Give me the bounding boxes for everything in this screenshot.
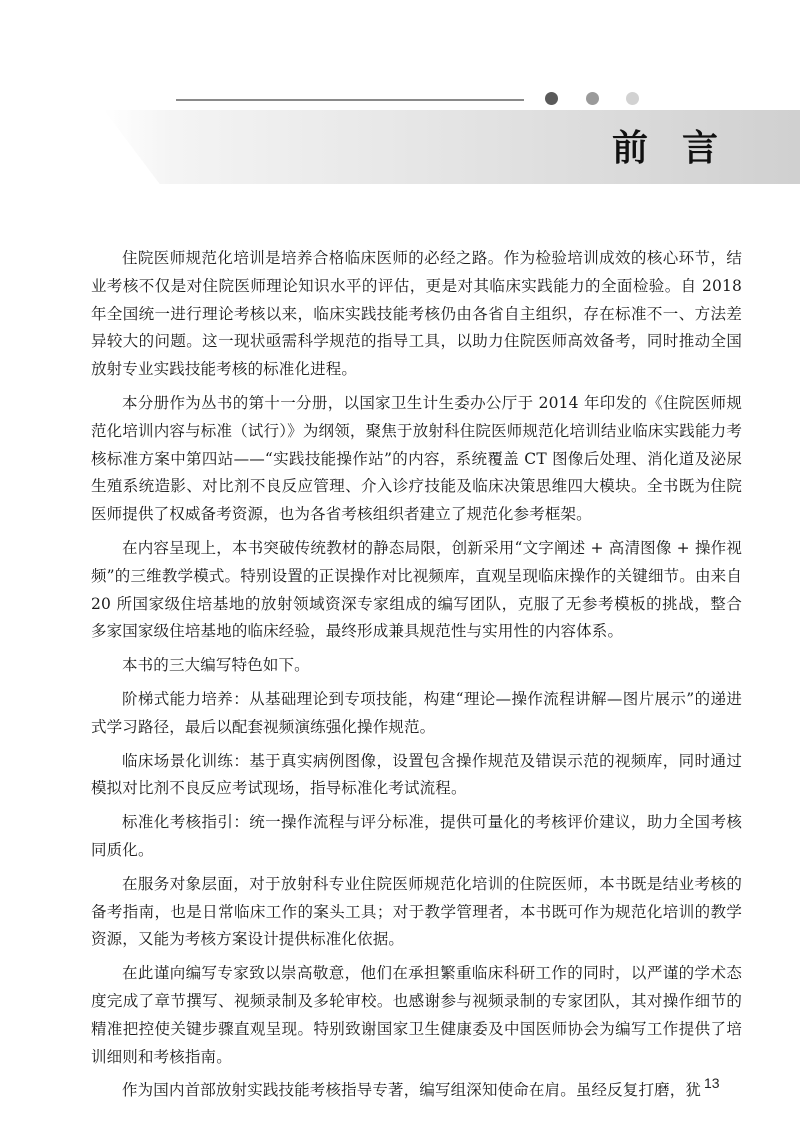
paragraph: 临床场景化训练：基于真实病例图像，设置包含操作规范及错误示范的视频库，同时通过模拟对比剂不良反应考试现场，指导标准化考试流程。 (91, 751, 742, 798)
paragraph: 在内容呈现上，本书突破传统教材的静态局限，创新采用“文字阐述 + 高清图像 + 操作视频”的三维教学模式。特别设置的正误操作对比视频库，直观呈现临床操作的关键细节。由来自 20 所国家级住培基地的放射领域资深专家组成的编写团队，克服了无参考模板的挑战，整合多家国家级住培基地的临床经验，最终形成兼具规范性与实用性的内容体系。 (91, 538, 742, 641)
decorative-dot-light (626, 92, 639, 105)
body-text (91, 245, 742, 1111)
paragraph: 本书的三大编写特色如下。 (122, 656, 310, 675)
paragraph: 标准化考核指引：统一操作流程与评分标准，提供可量化的考核评价建议，助力全国考核同质化。 (91, 813, 742, 859)
paragraph: 住院医师规范化培训是培养合格临床医师的必经之路。作为检验培训成效的核心环节，结业考核不仅是对住院医师理论知识水平的评估，更是对其临床实践能力的全面检验。自 2018 年全国统一进行理论考核以来，临床实践技能考核仍由各省自主组织，存在标准不一、方法差异较大的问题。这一现状亟需科学规范的指导工具，以助力住院医师高效备考，同时推动全国放射专业实践技能考核的标准化进程。 (91, 249, 742, 379)
paragraph: 阶梯式能力培养：从基础理论到专项技能，构建“理论—操作流程讲解—图片展示”的递进式学习路径，最后以配套视频演练强化操作规范。 (91, 689, 742, 736)
decorative-dot-medium (586, 92, 599, 105)
paragraph: 在此谨向编写专家致以崇高敬意，他们在承担繁重临床科研工作的同时，以严谨的学术态度完成了章节撰写、视频录制及多轮审校。也感谢参与视频录制的专家团队，其对操作细节的精准把控使关键步骤直观呈现。特别致谢国家卫生健康委及中国医师协会为编写工作提供了培训细则和考核指南。 (91, 964, 742, 1066)
header-rule (176, 99, 524, 101)
paragraph: 作为国内首部放射实践技能考核指导专著，编写组深知使命在肩。虽经反复打磨，犹 (122, 1081, 702, 1100)
paragraph: 本分册作为丛书的第十一分册，以国家卫生计生委办公厅于 2014 年印发的《住院医师规范化培训内容与标准（试行）》为纲领，聚焦于放射科住院医师规范化培训结业临床实践能力考核标准方案中第四站——“实践技能操作站”的内容，系统覆盖 CT 图像后处理、消化道及泌尿生殖系统造影、对比剂不良反应管理、介入诊疗技能及临床决策思维四大模块。全书既为住院医师提供了权威备考资源，也为各省考核组织者建立了规范化参考框架。 (91, 393, 742, 524)
page-title: 前言 (612, 128, 753, 169)
decorative-dot-dark (545, 92, 558, 105)
paragraph: 在服务对象层面，对于放射科专业住院医师规范化培训的住院医师，本书既是结业考核的备考指南，也是日常临床工作的案头工具；对于教学管理者，本书既可作为规范化培训的教学资源，又能为考核方案设计提供标准化依据。 (91, 874, 742, 949)
page-number: 13 (704, 1075, 720, 1091)
